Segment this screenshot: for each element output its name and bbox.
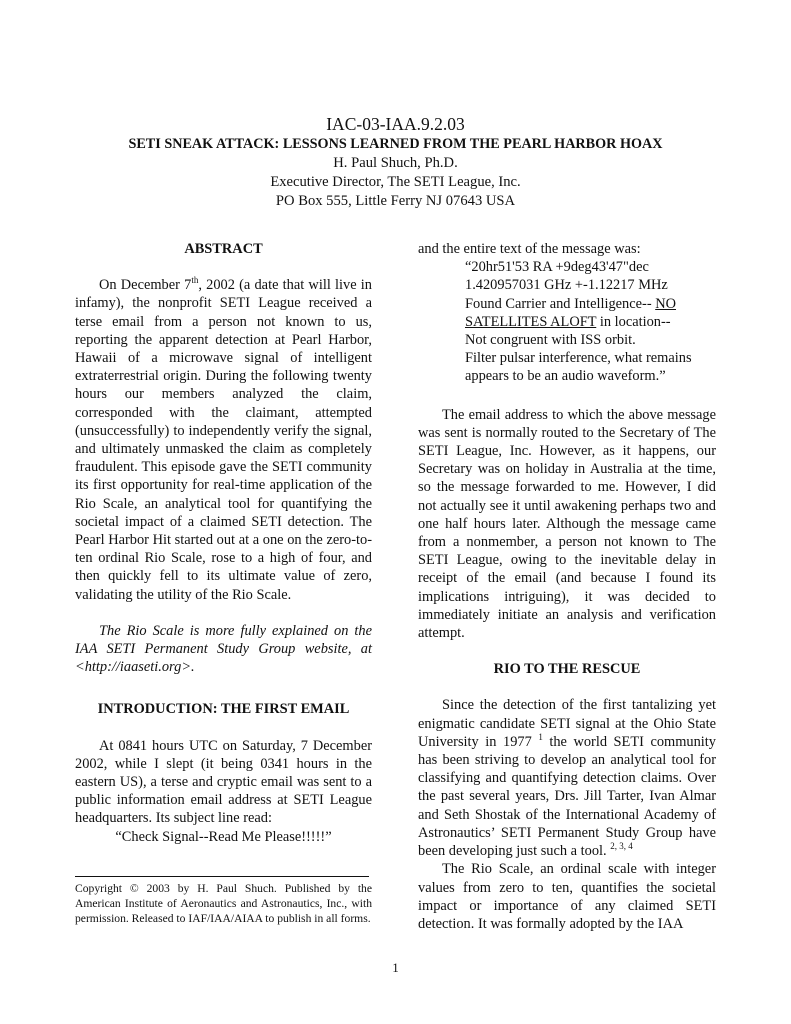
message-line: Not congruent with ISS orbit. — [465, 332, 636, 349]
footnote-rule — [75, 876, 369, 877]
message-line: Filter pulsar interference, what remains — [465, 350, 692, 367]
paper-code: IAC-03-IAA.9.2.03 — [326, 114, 465, 134]
paper-header — [0, 113, 791, 211]
introduction-paragraph: At 0841 hours UTC on Saturday, 7 December 2002, while I slept (it being 0341 hours in the eastern US), a terse and cryptic email was sent to a public information email address at SETI League headquarters. Its subject line read: — [75, 737, 372, 827]
message-line: appears to be an audio waveform.” — [465, 368, 666, 385]
author-address: PO Box 555, Little Ferry NJ 07643 USA — [275, 193, 516, 209]
message-line — [465, 313, 716, 331]
abstract-text-start: On December 7 — [99, 277, 192, 294]
introduction-heading: INTRODUCTION: THE FIRST EMAIL — [97, 701, 350, 718]
message-text: in location-- — [596, 313, 671, 330]
rio-scale-paragraph: The Rio Scale, an ordinal scale with integer values from zero to ten, quantifies the societal impact or importance of any claimed SETI detection. It was formally adopted by the IAA — [418, 861, 716, 932]
reference-superscript: 1 — [538, 731, 543, 742]
left-column — [75, 240, 372, 846]
author-name: H. Paul Shuch, Ph.D. — [333, 155, 458, 171]
right-column — [418, 240, 716, 933]
abstract-superscript: th — [191, 275, 199, 286]
email-subject-line: “Check Signal--Read Me Please!!!!!” — [115, 828, 332, 845]
paper-title: SETI SNEAK ATTACK: LESSONS LEARNED FROM THE PEARL HARBOR HOAX — [128, 136, 663, 152]
email-routing-paragraph: The email address to which the above message was sent is normally routed to the Secretary of The SETI League, Inc. However, as it happens, our Secretary was on holiday in Australia at the time, so the message forwarded to me. However, I did not actually see it until awakening perhaps two and one half hours later. Although the message came from a nonmember, a person not known to The SETI League, owing to the inevitable delay in receipt of the email (and because I found its implications intriguing), it was decided to immediately initiate an analysis and verification attempt. — [418, 406, 716, 642]
reference-superscript: 2, 3, 4 — [610, 841, 633, 852]
rio-history-text-start: Since the detection of the first tantalizing yet enigmatic candidate SETI signal at the Ohio State University in 1977 — [418, 697, 716, 750]
abstract-heading: ABSTRACT — [184, 241, 263, 257]
message-line: 1.420957031 GHz +-1.12217 MHz — [465, 277, 668, 294]
copyright-footnote: Copyright © 2003 by H. Paul Shuch. Published by the American Institute of Aeronautics and Astronautics, Inc., with permission. Released to IAF/IAA/AIAA to publish in all forms. — [75, 882, 372, 926]
rio-history-paragraph — [418, 696, 716, 860]
author-affiliation: Executive Director, The SETI League, Inc. — [270, 174, 521, 190]
message-line: “20hr51'53 RA +9deg43'47"dec — [465, 259, 649, 276]
rio-history-text-rest: the world SETI community has been striving to develop an analytical tool for classifying and quantifying detection claims. Over the past several years, Drs. Jill Tarter, Ivan Almar and Seth Shostak of the International Academy of Astronautics’ SETI Permanent Study Group have been developing just such a tool. — [418, 733, 716, 860]
page-number: 1 — [392, 960, 399, 975]
abstract-text-rest: , 2002 (a date that will live in infamy), the nonprofit SETI League received a terse email from a person not known to us, reporting the apparent detection at Pearl Harbor, Hawaii of a microwave signal of intelligent extraterrestrial origin. During the following twenty hours our members analyzed the claim, corresponded with the claimant, attempted (unsuccessfully) to independently verify the signal, and ultimately unmasked the claim as completely fraudulent. This episode gave the SETI community its first opportunity for real-time application of the Rio Scale, an analytical tool for quantifying the societal impact of a claimed SETI detection. The Pearl Harbor Hit started out at a one on the zero-to-ten ordinal Rio Scale, rose to a high of four, and then quickly fell to its ultimate value of zero, validating the utility of the Rio Scale. — [75, 277, 372, 603]
message-lead: and the entire text of the message was: — [418, 241, 641, 257]
message-line — [465, 295, 716, 313]
message-underlined-text: NO — [655, 295, 677, 312]
message-underlined-text: SATELLITES ALOFT — [465, 313, 597, 330]
email-message-quote — [465, 258, 716, 385]
rio-rescue-heading: RIO TO THE RESCUE — [493, 661, 641, 678]
abstract-paragraph — [75, 276, 372, 604]
message-text: Found Carrier and Intelligence-- — [465, 295, 656, 312]
rio-scale-note: The Rio Scale is more fully explained on the IAA SETI Permanent Study Group website, at <http://iaaseti.org>. — [75, 622, 372, 676]
